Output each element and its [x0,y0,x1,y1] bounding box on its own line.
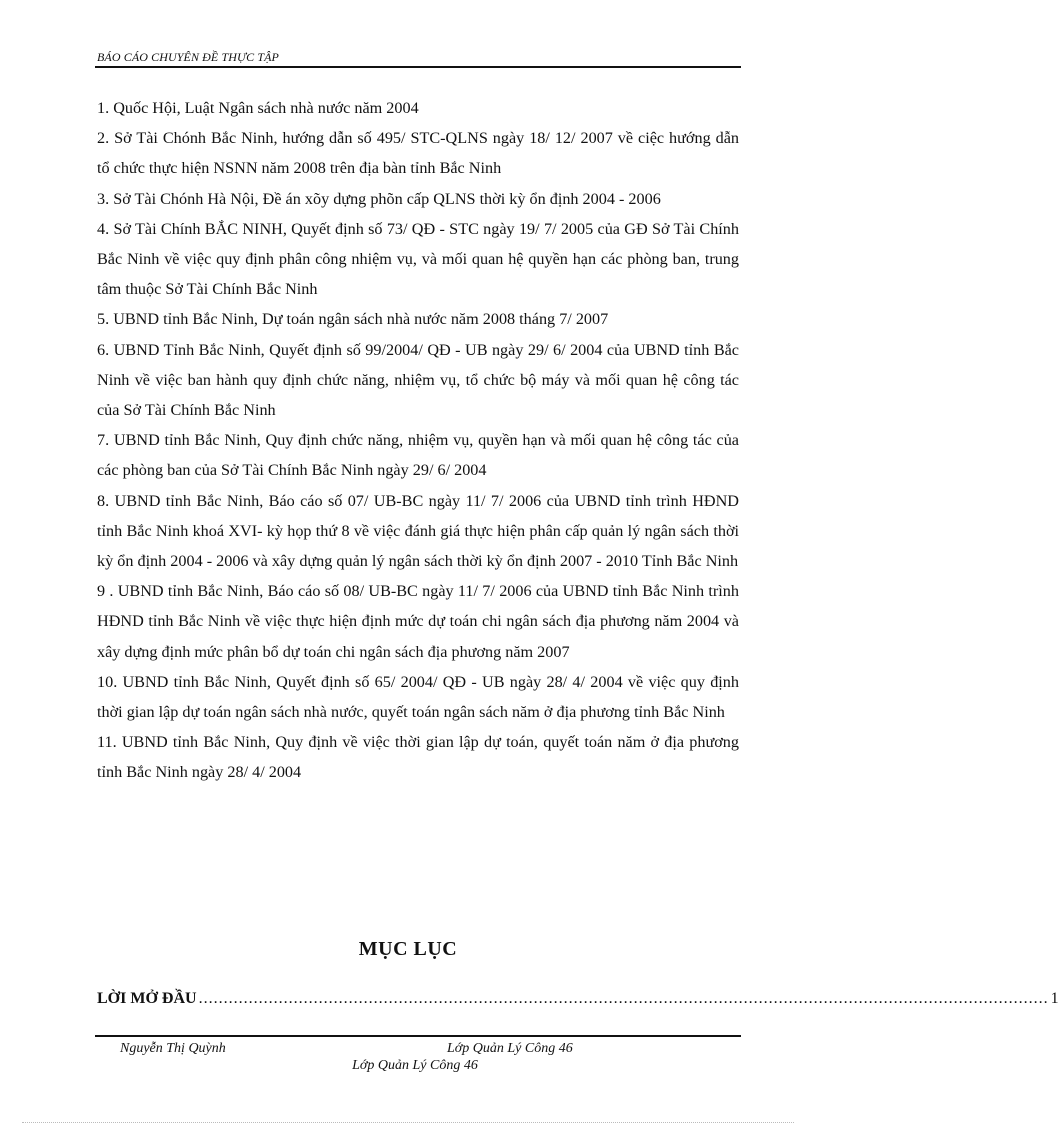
reference-item: 11. UBND tỉnh Bắc Ninh, Quy định về việc thời gian lập dự toán, quyết toán năm ở địa phương tỉnh Bắc Ninh ngày 28/ 4/ 2004 [97,733,739,782]
reference-item: 2. Sở Tài Chónh Bắc Ninh, hướng dẫn số 495/ STC-QLNS ngày 18/ 12/ 2007 về ciệc hướng dẫn tổ chức thực hiện NSNN năm 2008 trên địa bàn tỉnh Bắc Ninh [97,129,739,178]
footer-class-repeat: Lớp Quản Lý Công 46 [352,1058,478,1073]
toc-entry-page: 1 [1050,990,1059,1007]
reference-item: 7. UBND tỉnh Bắc Ninh, Quy định chức năng, nhiệm vụ, quyền hạn và mối quan hệ công tác của các phòng ban của Sở Tài Chính Bắc Ninh ngày 29/ 6/ 2004 [97,431,739,480]
reference-item: 10. UBND tỉnh Bắc Ninh, Quyết định số 65/ 2004/ QĐ - UB ngày 28/ 4/ 2004 về việc quy định thời gian lập dự toán ngân sách nhà nước, quyết toán ngân sách năm ở địa phương tỉnh Bắc Ninh [97,672,739,722]
reference-item: 8. UBND tỉnh Bắc Ninh, Báo cáo số 07/ UB-BC ngày 11/ 7/ 2006 của UBND tỉnh trình HĐND tỉnh Bắc Ninh khoá XVI- kỳ họp thứ 8 về việc đánh giá thực hiện phân cấp quản lý ngân sách thời kỳ ổn định 2004 - 2006 và xây dựng quản lý ngân sách thời kỳ ổn định 2007 - 2010 Tỉnh Bắc Ninh [97,491,739,571]
header-divider [95,66,741,68]
toc-entry[interactable] [97,990,1059,1008]
reference-item: 6. UBND Tỉnh Bắc Ninh, Quyết định số 99/2004/ QĐ - UB ngày 29/ 6/ 2004 của UBND tỉnh Bắc Ninh về việc ban hành quy định chức năng, nhiệm vụ, tổ chức bộ máy và mối quan hệ công tác của Sở Tài Chính Bắc Ninh [97,340,739,420]
footer-class: Lớp Quản Lý Công 46 [447,1041,573,1056]
reference-item: 1. Quốc Hội, Luật Ngân sách nhà nước năm 2004 [97,99,419,117]
toc-entry-label: LỜI MỞ ĐẦU [97,990,197,1007]
reference-item: 5. UBND tỉnh Bắc Ninh, Dự toán ngân sách nhà nước năm 2008 tháng 7/ 2007 [97,310,609,329]
toc-heading: MỤC LỤC [358,938,458,960]
footer-divider [95,1035,741,1037]
reference-item: 3. Sở Tài Chónh Hà Nội, Đề án xõy dựng phõn cấp QLNS thời kỳ ổn định 2004 - 2006 [97,189,661,208]
reference-list [97,93,739,788]
page-header-title: BÁO CÁO CHUYÊN ĐỀ THỰC TẬP [97,50,279,64]
reference-item: 9 . UBND tỉnh Bắc Ninh, Báo cáo số 08/ UB-BC ngày 11/ 7/ 2006 của UBND tỉnh Bắc Ninh trình HĐND tỉnh Bắc Ninh về việc thực hiện định mức dự toán chi ngân sách địa phương năm 2004 và xây dựng định mức phân bổ dự toán chi ngân sách địa phương năm 2007 [97,582,739,661]
toc-leader-dots: .......................................................................................................................................................................... [198,990,1049,1007]
footer-author: Nguyễn Thị Quỳnh [120,1041,226,1056]
reference-item: 4. Sở Tài Chính BẮC NINH, Quyết định số 73/ QĐ - STC ngày 19/ 7/ 2005 của GĐ Sở Tài Chính Bắc Ninh về việc quy định phân công nhiệm vụ, và mối quan hệ quyền hạn các phòng ban, trung tâm thuộc Sở Tài Chính Bắc Ninh [97,219,739,299]
